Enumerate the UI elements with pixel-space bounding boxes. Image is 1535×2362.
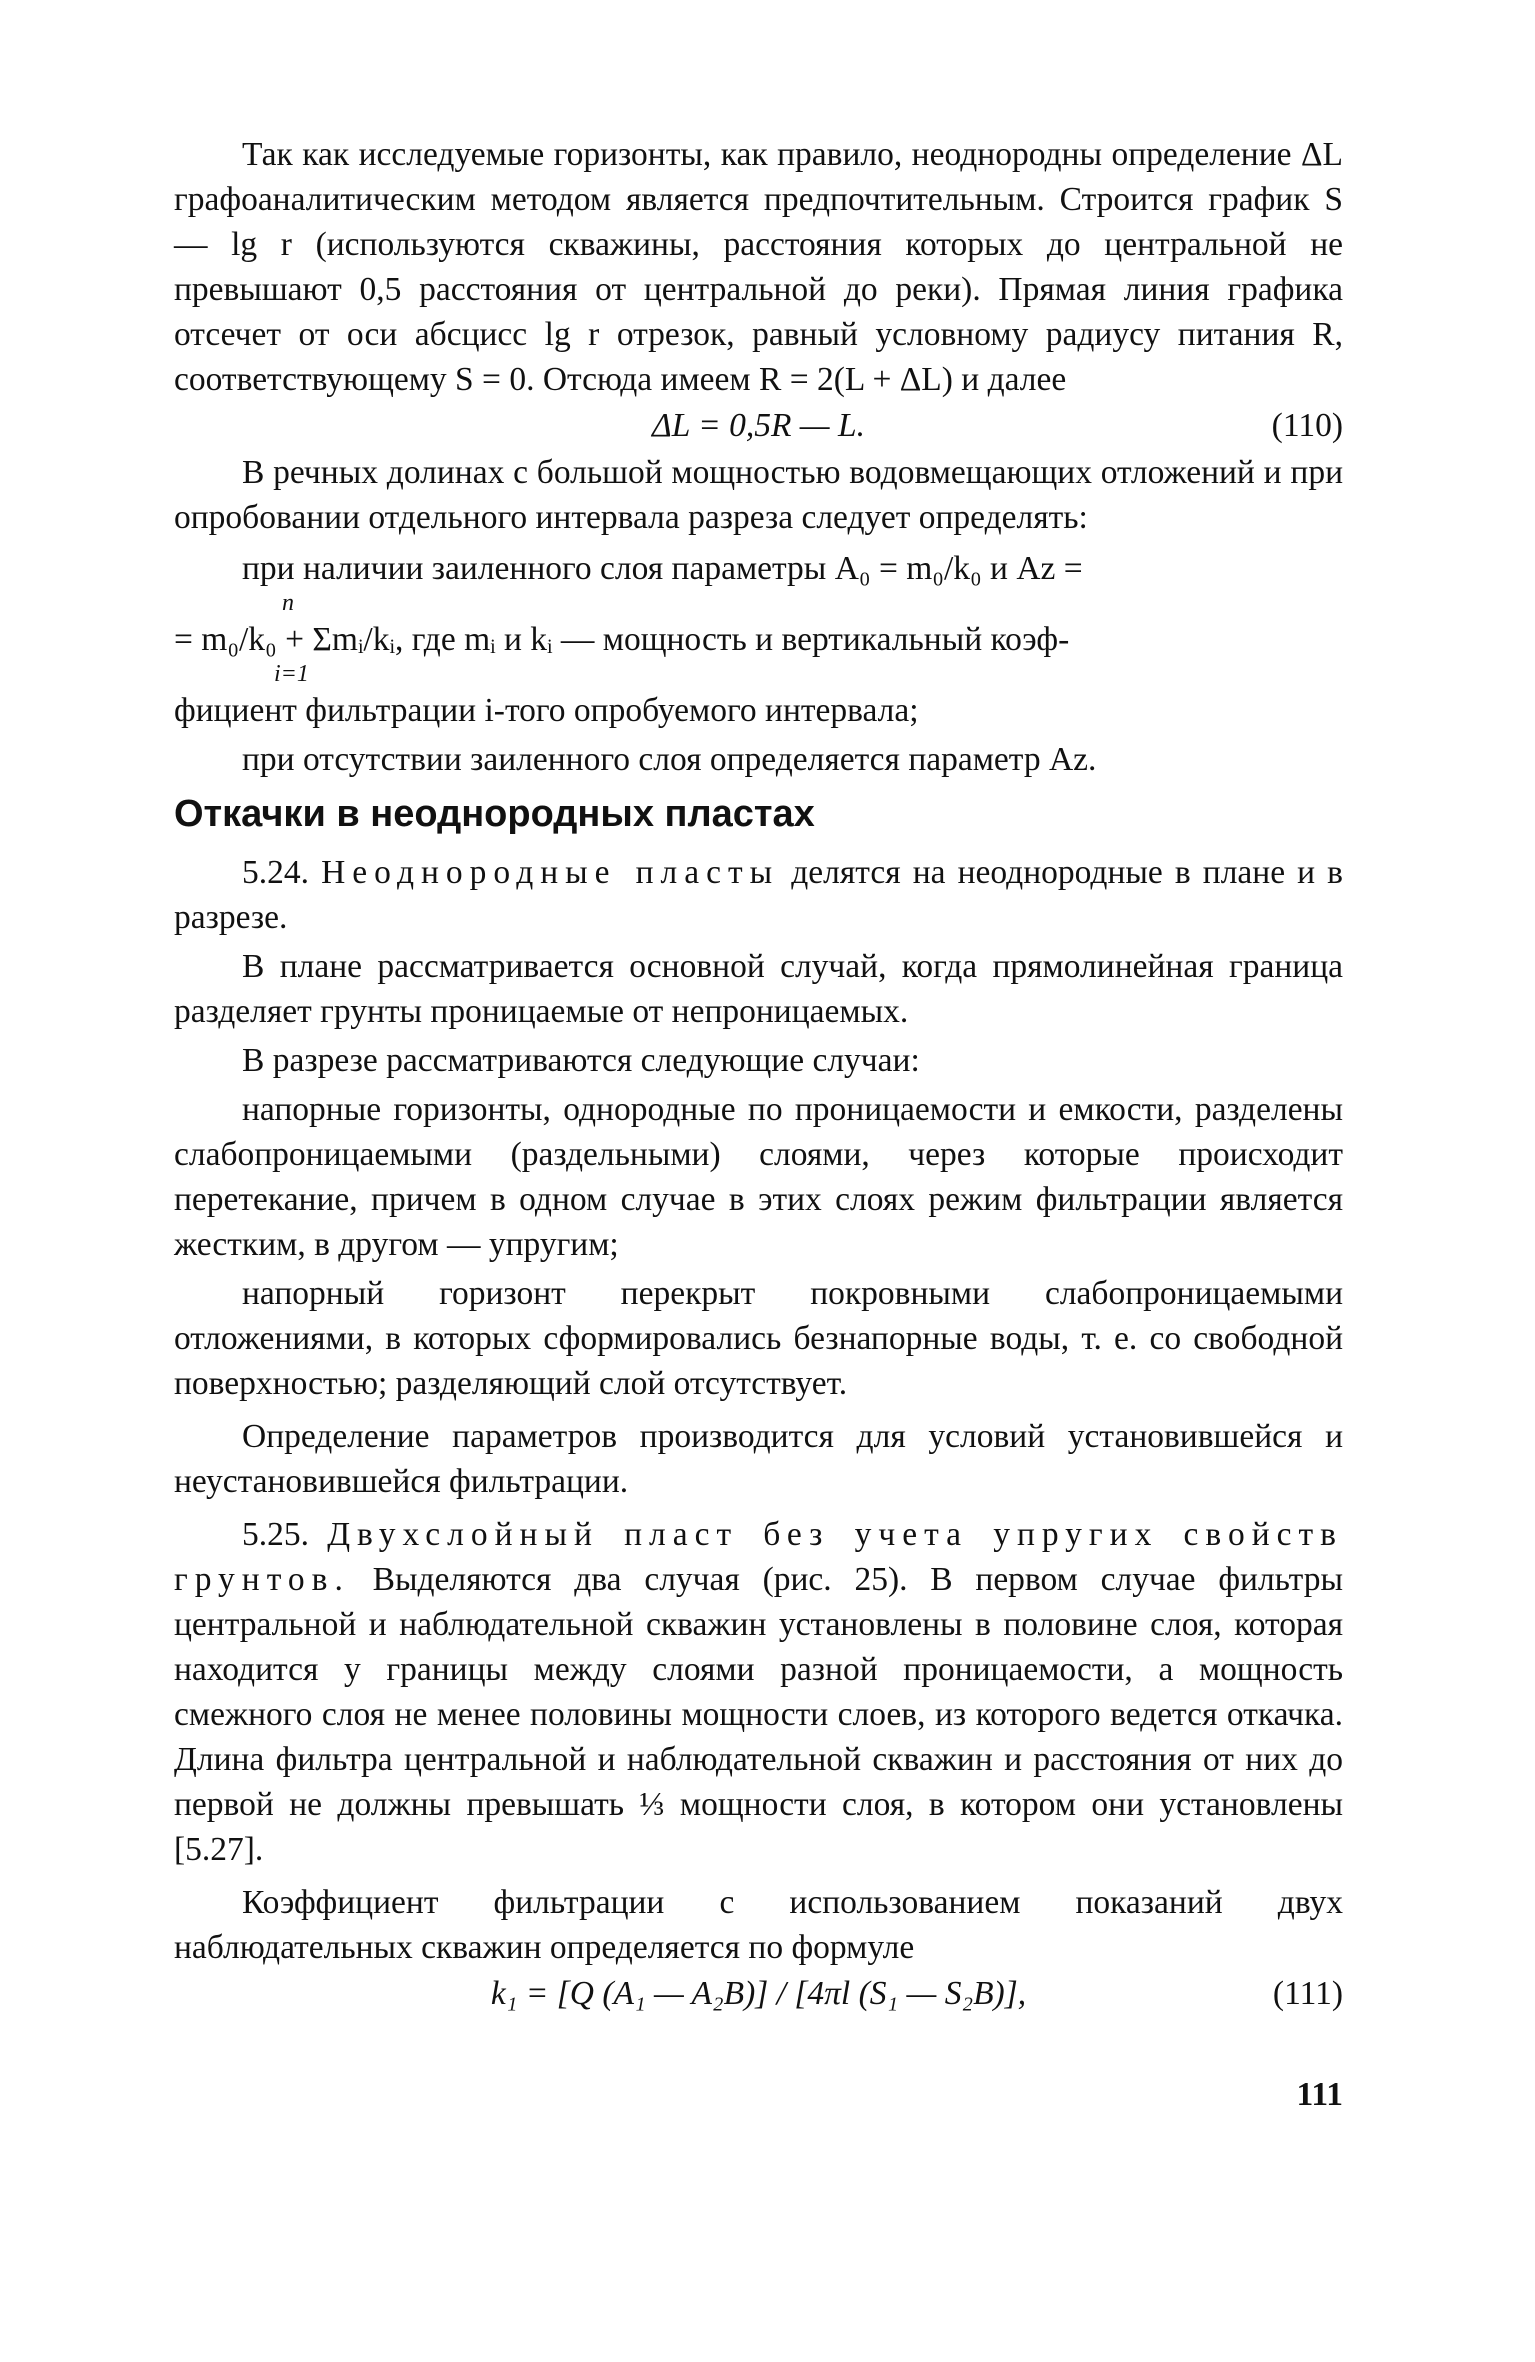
section-524-paragraph <box>174 850 1343 940</box>
section-525-number: 5.25. <box>242 1516 309 1553</box>
paragraph-intro: Так как исследуемые горизонты, как правило, неоднородны определение ΔL графоаналитическим методом является предпочтительным. Строится график S — lg r (используются скважины, расстояния которых до центральной не превышают 0,5 расстояния от центральной до реки). Прямая линия графика отсечет от оси абсцисс lg r отрезок, равный условному радиусу питания R, соответствующему S = 0. Отсюда имеем R = 2(L + ΔL) и далее <box>174 136 1343 398</box>
section-524-plan-case: В плане рассматривается основной случай, когда прямолинейная граница разделяет грунты проницаемые от непроницаемых. <box>174 948 1343 1030</box>
sum-upper-limit: n <box>282 590 294 616</box>
sum-top-line <box>174 591 1343 617</box>
section-525-paragraph <box>174 1512 1343 1872</box>
page-number: 111 <box>1296 2076 1343 2113</box>
paragraph-river-valleys: В речных долинах с большой мощностью водовмещающих отложений и при опробовании отдельного интервала разреза следует определять: <box>174 454 1343 536</box>
section-524-lead: Неоднородные пласты <box>321 854 780 891</box>
paragraph-silted-layer-a: при наличии заиленного слоя параметры A₀ = m₀/k₀ и Az = <box>242 550 1083 587</box>
formula-110-expression: ΔL = 0,5R — L. <box>652 407 865 444</box>
section-525-rest: Выделяются два случая (рис. 25). В первом случае фильтры центральной и наблюдательной скважин установлены в половине слоя, которая находится у границы между слоями разной проницаемости, а мощность смежного слоя не менее половины мощности слоев, из которого ведется откачка. Длина фильтра центральной и наблюдательной скважин и расстояния от них до первой не должны превышать ⅓ мощности слоя, в котором они установлены [5.27]. <box>174 1561 1343 1868</box>
formula-111-expression: k₁ = [Q (A₁ — A₂B)] / [4πl (S₁ — S₂B)], <box>490 1975 1027 2012</box>
section-524-pressure-horizons: напорные горизонты, однородные по проницаемости и емкости, разделены слабопроницаемыми (раздельными) слоями, через которые происходит перетекание, причем в одном случае в этих слоях режим фильтрации является жестким, в другом — упругим; <box>174 1091 1343 1263</box>
formula-111 <box>174 1970 1343 2018</box>
section-525-coefficient: Коэффициент фильтрации с использованием показаний двух наблюдательных скважин определяется по формуле <box>174 1884 1343 1966</box>
section-524-rest: делятся на неоднородные в плане и в разрезе. <box>174 854 1344 936</box>
section-525-lead: Двухслойный пласт без учета упругих свойств грунтов. <box>174 1516 1344 1598</box>
sum-lower-limit: i=1 <box>274 661 309 687</box>
formula-111-number: (111) <box>1272 1975 1343 2012</box>
section-524-number: 5.24. <box>242 854 309 891</box>
formula-110-number: (110) <box>1271 407 1343 444</box>
section-524-covered-horizon: напорный горизонт перекрыт покровными слабопроницаемыми отложениями, в которых сформировались безнапорные воды, т. е. со свободной поверхностью; разделяющий слой отсутствует. <box>174 1275 1343 1402</box>
section-524-section-cases: В разрезе рассматриваются следующие случаи: <box>242 1042 920 1079</box>
paragraph-no-silted-layer: при отсутствии заиленного слоя определяется параметр Az. <box>242 741 1097 778</box>
section-524-parameters: Определение параметров производится для условий установившейся и неустановившейся фильтрации. <box>174 1418 1343 1500</box>
formula-110 <box>174 402 1343 450</box>
paragraph-silted-layer-c: фициент фильтрации i-того опробуемого интервала; <box>174 692 919 729</box>
section-heading: Откачки в неоднородных пластах <box>174 793 815 835</box>
sum-bottom-line <box>174 662 1343 688</box>
paragraph-silted-layer-b: = m₀/k₀ + Σmᵢ/kᵢ, где mᵢ и kᵢ — мощность и вертикальный коэф- <box>174 621 1070 658</box>
